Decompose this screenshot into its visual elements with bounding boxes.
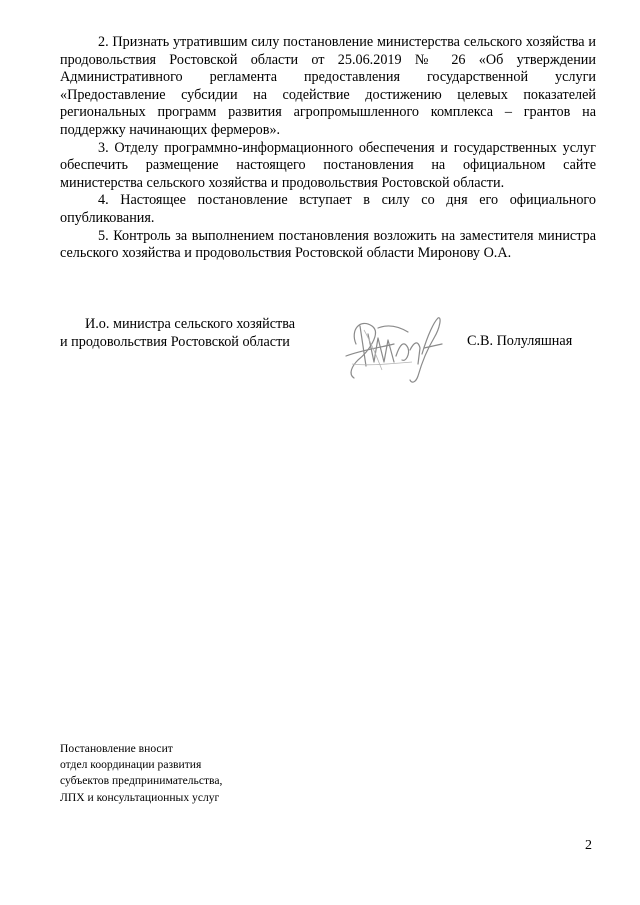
signatory-title bbox=[60, 316, 330, 351]
signatory-title-line-2: и продовольствия Ростовской области bbox=[60, 333, 290, 350]
footer-note-line: Постановление вносит bbox=[60, 742, 173, 755]
signatory-name: С.В. Полуляшная bbox=[467, 333, 573, 349]
page-number: 2 bbox=[585, 838, 592, 853]
footer-note-line: ЛПХ и консультационных услуг bbox=[60, 790, 220, 804]
footer-note-line: субъектов предпринимательства, bbox=[60, 774, 223, 788]
paragraph-4: 4. Настоящее постановление вступает в силу со дня его официального опубликования. bbox=[60, 192, 596, 226]
footer-note-line: отдел координации развития bbox=[60, 758, 202, 772]
handwritten-signature bbox=[338, 304, 448, 386]
footer-note bbox=[60, 741, 222, 806]
paragraph-2: 2. Признать утратившим силу постановление министерства сельского хозяйства и продовольствия Ростовской области от 25.06.2019 № 26 «Об утверждении Административного регламента предоставления государственной услуги «Предоставление субсидии на содействие достижению целевых показателей региональных программ развития агропромышленного комплекса – грантов на поддержку начинающих фермеров». bbox=[60, 34, 596, 138]
paragraph-5: 5. Контроль за выполнением постановления возложить на заместителя министра сельского хозяйства и продовольствия Ростовской области Миронову О.А. bbox=[60, 227, 596, 262]
paragraph-3: 3. Отделу программно-информационного обеспечения и государственных услуг обеспечить размещение настоящего постановления на официальном сайте министерства сельского хозяйства и продовольствия Ростовской области. bbox=[60, 139, 596, 191]
signatory-title-line-1: И.о. министра сельского хозяйства bbox=[85, 316, 296, 332]
body-text bbox=[60, 34, 596, 263]
